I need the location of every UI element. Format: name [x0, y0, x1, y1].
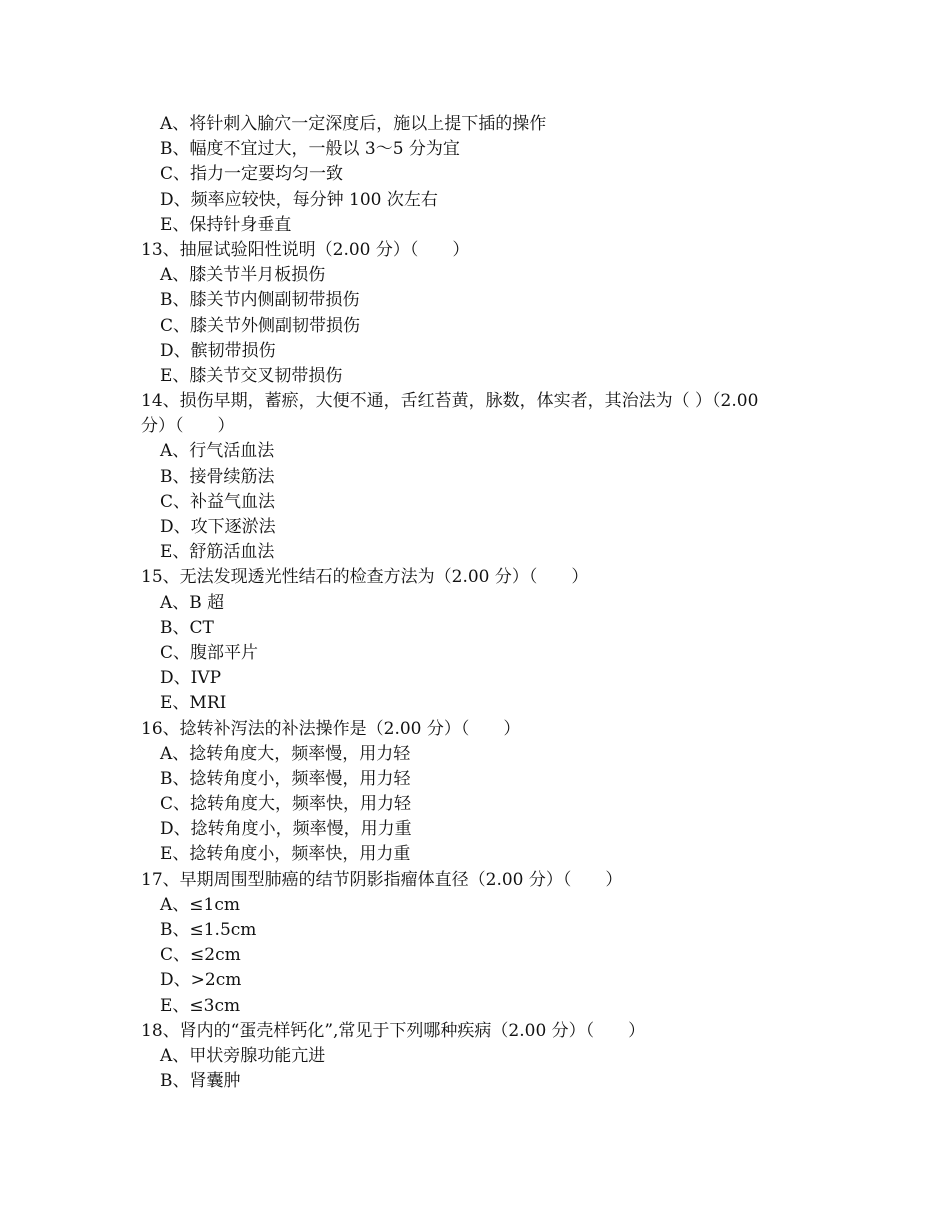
question-text: 15、无法发现透光性结石的检查方法为（2.00 分）（ ）	[141, 567, 589, 588]
answer-option: A、捻转角度大，频率慢，用力轻	[160, 743, 411, 764]
answer-option: E、MRI	[160, 693, 227, 714]
answer-option: C、膝关节外侧副韧带损伤	[160, 315, 361, 336]
answer-option: A、膝关节半月板损伤	[160, 265, 326, 286]
answer-option: D、捻转角度小，频率慢，用力重	[160, 819, 412, 840]
answer-option: B、肾囊肿	[160, 1071, 241, 1092]
answer-option: B、膝关节内侧副韧带损伤	[160, 290, 360, 311]
answer-option: A、将针刺入腧穴一定深度后，施以上提下插的操作	[160, 114, 547, 134]
question-text: 16、捻转补泻法的补法操作是（2.00 分）（ ）	[141, 718, 521, 739]
answer-option: C、指力一定要均匀一致	[160, 164, 344, 185]
answer-option: D、IVP	[160, 668, 222, 689]
answer-option: A、行气活血法	[160, 441, 275, 462]
answer-option: B、接骨续筋法	[160, 466, 275, 487]
answer-option: E、保持针身垂直	[160, 214, 292, 235]
question-list	[0, 112, 950, 1094]
question-text: 14、损伤早期，蓄瘀，大便不通，舌红苔黄，脉数，体实者，其治法为（ ）（2.00	[141, 391, 759, 412]
answer-option: C、补益气血法	[160, 491, 276, 512]
answer-option: A、B 超	[160, 592, 225, 613]
answer-option: C、腹部平片	[160, 642, 259, 663]
answer-option: B、捻转角度小，频率慢，用力轻	[160, 768, 411, 789]
answer-option: C、捻转角度大，频率快，用力轻	[160, 794, 412, 815]
answer-option: A、≤1cm	[160, 894, 240, 915]
question-text: 分）（ ）	[141, 416, 235, 437]
answer-option: D、攻下逐淤法	[160, 517, 276, 537]
answer-option: A、甲状旁腺功能亢进	[160, 1045, 326, 1066]
answer-option: E、膝关节交叉韧带损伤	[160, 365, 343, 386]
answer-option: E、捻转角度小，频率快，用力重	[160, 844, 411, 865]
answer-option: D、频率应较快，每分钟 100 次左右	[160, 189, 438, 210]
question-text: 18、肾内的“蛋壳样钙化”,常见于下列哪种疾病（2.00 分）（ ）	[141, 1020, 646, 1041]
answer-option: D、髌韧带损伤	[160, 340, 276, 361]
answer-option: E、舒筋活血法	[160, 542, 275, 563]
answer-option: E、≤3cm	[160, 995, 241, 1016]
answer-option: C、≤2cm	[160, 945, 241, 966]
answer-option: B、≤1.5cm	[160, 920, 257, 940]
question-text: 13、抽屉试验阳性说明（2.00 分）（ ）	[141, 239, 470, 260]
answer-option: B、CT	[160, 617, 214, 638]
question-text: 17、早期周围型肺癌的结节阴影指瘤体直径（2.00 分）（ ）	[141, 869, 623, 890]
document-page	[0, 112, 950, 1094]
answer-option: D、>2cm	[160, 970, 242, 991]
answer-option: B、幅度不宜过大，一般以 3～5 分为宜	[160, 139, 460, 160]
